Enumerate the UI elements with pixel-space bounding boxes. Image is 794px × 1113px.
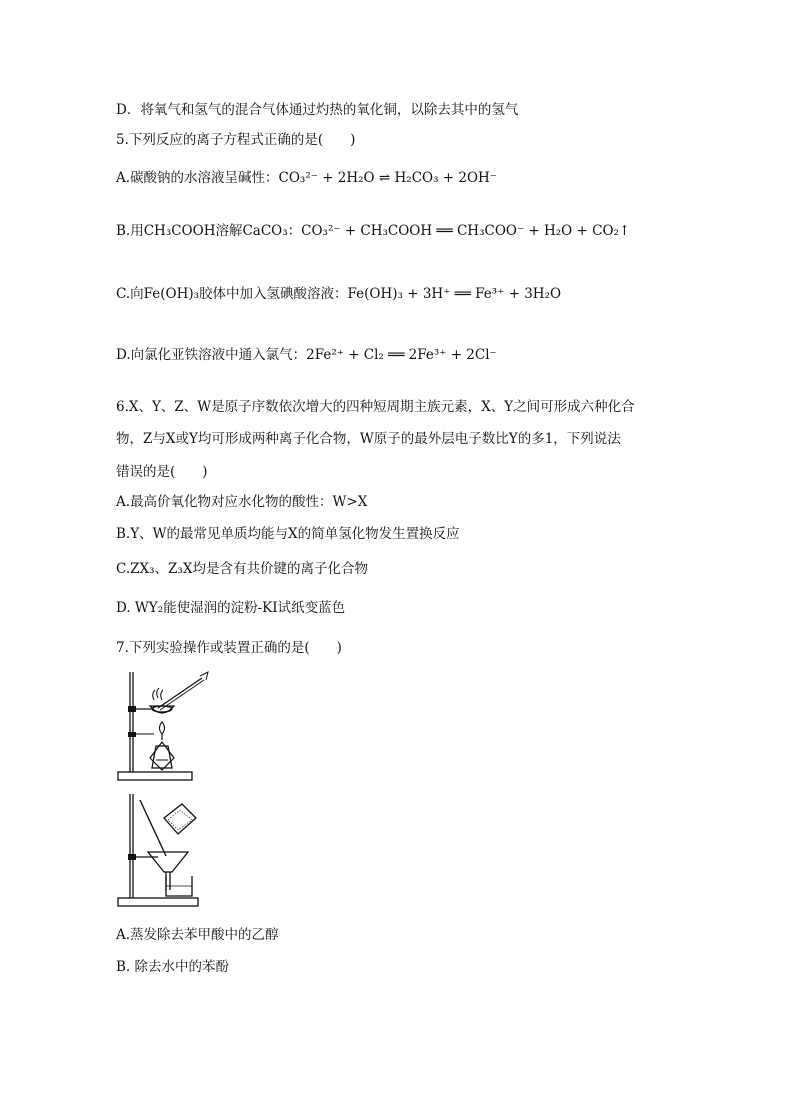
q6-stem-line1: 6.X、Y、Z、W是原子序数依次增大的四种短周期主族元素，X、Y之间可形成六种化合	[116, 399, 635, 415]
q4-option-d: D．将氧气和氢气的混合气体通过灼热的氧化铜，以除去其中的氢气	[116, 102, 519, 118]
q6-option-b: B.Y、W的最常见单质均能与X的简单氢化物发生置换反应	[116, 526, 460, 542]
q5-option-b: B.用CH₃COOH溶解CaCO₃：CO₃²⁻ + CH₃COOH ══ CH₃COO⁻ + H₂O + CO₂↑	[116, 223, 631, 239]
q6-option-a: A.最高价氧化物对应水化物的酸性：W>X	[116, 494, 368, 510]
q7-option-a: A.蒸发除去苯甲酸中的乙醇	[116, 927, 279, 943]
q6-option-d: D. WY₂能使湿润的淀粉-KI试纸变蓝色	[116, 600, 346, 616]
q7-stem: 7.下列实验操作或装置正确的是( )	[116, 640, 342, 656]
q5-option-c: C.向Fe(OH)₃胶体中加入氢碘酸溶液：Fe(OH)₃ + 3H⁺ ══ Fe³⁺ + 3H₂O	[116, 286, 562, 302]
q5-stem: 5.下列反应的离子方程式正确的是( )	[116, 132, 356, 148]
q7-option-b: B. 除去水中的苯酚	[116, 959, 230, 975]
filtration-apparatus-figure	[116, 790, 216, 910]
q6-stem-line3: 错误的是( )	[116, 464, 208, 480]
q5-option-d: D.向氯化亚铁溶液中通入氯气：2Fe²⁺ + Cl₂ ══ 2Fe³⁺ + 2Cl⁻	[116, 347, 497, 363]
evaporation-apparatus-figure	[116, 668, 216, 784]
q5-option-a: A.碳酸钠的水溶液呈碱性：CO₃²⁻ + 2H₂O ⇌ H₂CO₃ + 2OH⁻	[116, 170, 497, 186]
q6-stem-line2: 物，Z与X或Y均可形成两种离子化合物，W原子的最外层电子数比Y的多1，下列说法	[116, 431, 621, 447]
q6-option-c: C.ZX₃、Z₃X均是含有共价键的离子化合物	[116, 561, 368, 577]
